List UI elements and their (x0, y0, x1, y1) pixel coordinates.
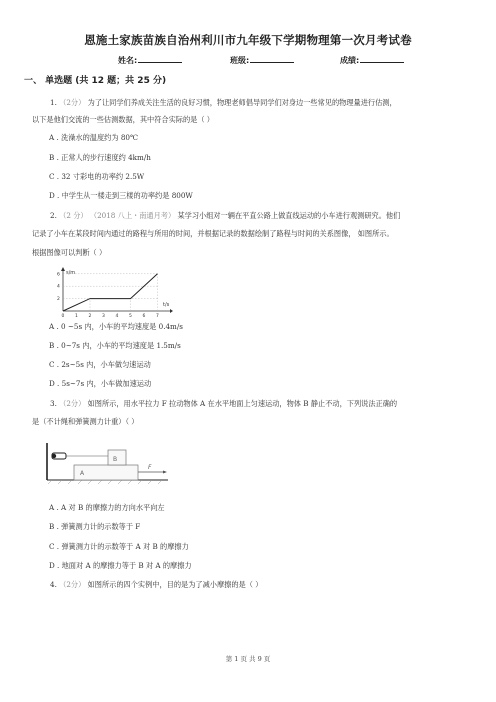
q2-number: 2. (50, 211, 57, 220)
x-tick-label: 7 (156, 314, 159, 319)
q3-option-a: A . A 对 B 的摩擦力的方向水平向左 (49, 503, 165, 512)
q1-line2: 以下是他们交流的一些估测数据，其中符合实际的是（ ） (32, 115, 214, 124)
x-tick-label: 4 (115, 314, 119, 319)
series-line (63, 274, 158, 311)
q2-text-1: 某学习小组对一辆在平直公路上做直线运动的小车进行观测研究。他们 (177, 211, 401, 220)
q1-line1 (50, 98, 397, 107)
x-tick-label: 0 (61, 314, 65, 319)
q3-line2: 是（不计绳和弹簧测力计重）（ ） (32, 417, 139, 426)
q2-line2: 记录了小车在某段时间内通过的路程与所用的时间，并根据记录的数据绘制了路程与时间的关系图像， 如图所示。 (32, 229, 394, 238)
q1-option-c: C . 32 寸彩电的功率约 2.5W (49, 172, 145, 181)
force-arrowhead (163, 471, 167, 474)
class-blank (250, 54, 294, 63)
q3-option-c: C . 弹簧测力计的示数等于 A 对 B 的摩擦力 (49, 542, 189, 551)
q4-line1 (50, 580, 262, 589)
q3-option-d: D . 地面对 A 的摩擦力等于 B 对 A 的摩擦力 (49, 561, 192, 570)
q4-points: （2分） (59, 580, 86, 589)
friction-setup-figure (44, 440, 172, 486)
x-tick-label: 1 (75, 314, 78, 319)
x-tick-label: 5 (129, 314, 132, 319)
section-heading: 一、 单选题 (共 12 题；共 25 分) (24, 76, 167, 86)
q2-source: （2018 八上・南通月考） (89, 211, 176, 220)
q1-number: 1. (50, 98, 57, 107)
q3-line1 (50, 399, 397, 408)
q3-points: （2分） (59, 399, 86, 408)
q3-text-1: 如图所示，用水平拉力 F 拉动物体 A 在水平地面上匀速运动，物体 B 静止不动，下列说法正确的 (87, 399, 398, 408)
y-axis-label: s/m (66, 270, 76, 276)
y-tick-label: 4 (57, 284, 60, 290)
q1-text-1: 为了让同学们养成关注生活的良好习惯，物理老师倡导同学们对身边一些常见的物理量进行估测， (87, 98, 397, 107)
x-tick-label: 3 (102, 314, 105, 319)
x-tick-label: 6 (142, 314, 146, 319)
q1-points: （2分） (59, 98, 86, 107)
q3-number: 3. (50, 399, 57, 408)
score-field (340, 54, 404, 66)
x-tick-label: 2 (88, 314, 92, 319)
q1-option-d: D . 中学生从一楼走到三楼的功率约是 800W (49, 191, 193, 200)
name-blank (138, 54, 182, 63)
y-tick-label: 2 (57, 297, 60, 303)
spring-scale-hook (52, 454, 56, 458)
y-tick-label: 6 (57, 272, 60, 278)
q2-option-c: C . 2s~5s 内，小车做匀速运动 (49, 360, 151, 369)
name-field (118, 54, 182, 66)
score-blank (360, 54, 404, 63)
class-field (230, 54, 294, 66)
q4-number: 4. (50, 580, 57, 589)
page-title: 恩施土家族苗族自治州利川市九年级下学期物理第一次月考试卷 (84, 33, 412, 47)
q2-option-d: D . 5s~7s 内，小车做加速运动 (49, 379, 152, 388)
force-label: F (148, 464, 152, 471)
y-axis-arrow (61, 267, 65, 271)
q2-line1 (50, 211, 400, 220)
q3-option-b: B . 弹簧测力计的示数等于 F (49, 522, 141, 531)
distance-time-graph (45, 266, 175, 320)
score-label: 成绩: (340, 56, 360, 65)
class-label: 班级: (230, 56, 250, 65)
ground-hatching (48, 480, 162, 484)
x-axis-label: t/s (163, 302, 170, 308)
q1-option-b: B . 正常人的步行速度约 4km/h (49, 153, 151, 162)
q2-line3: 根据图像可以判断（ ） (32, 248, 107, 257)
q1-option-a: A . 洗澡水的温度约为 80℃ (49, 133, 139, 142)
q4-text-1: 如图所示的四个实例中，目的是为了减小摩擦的是（ ） (87, 580, 263, 589)
page-footer: 第 1 页 共 9 页 (225, 655, 271, 663)
block-a-label: A (80, 470, 85, 477)
q2-points: （2 分） (59, 211, 88, 220)
q2-option-b: B . 0~7s 内，小车的平均速度是 1.5m/s (49, 341, 181, 350)
q2-option-a: A . 0 ~5s 内，小车的平均速度是 0.4m/s (49, 322, 183, 331)
block-b-label: B (113, 456, 118, 463)
x-axis-arrow (170, 309, 173, 313)
name-label: 姓名: (118, 56, 138, 65)
